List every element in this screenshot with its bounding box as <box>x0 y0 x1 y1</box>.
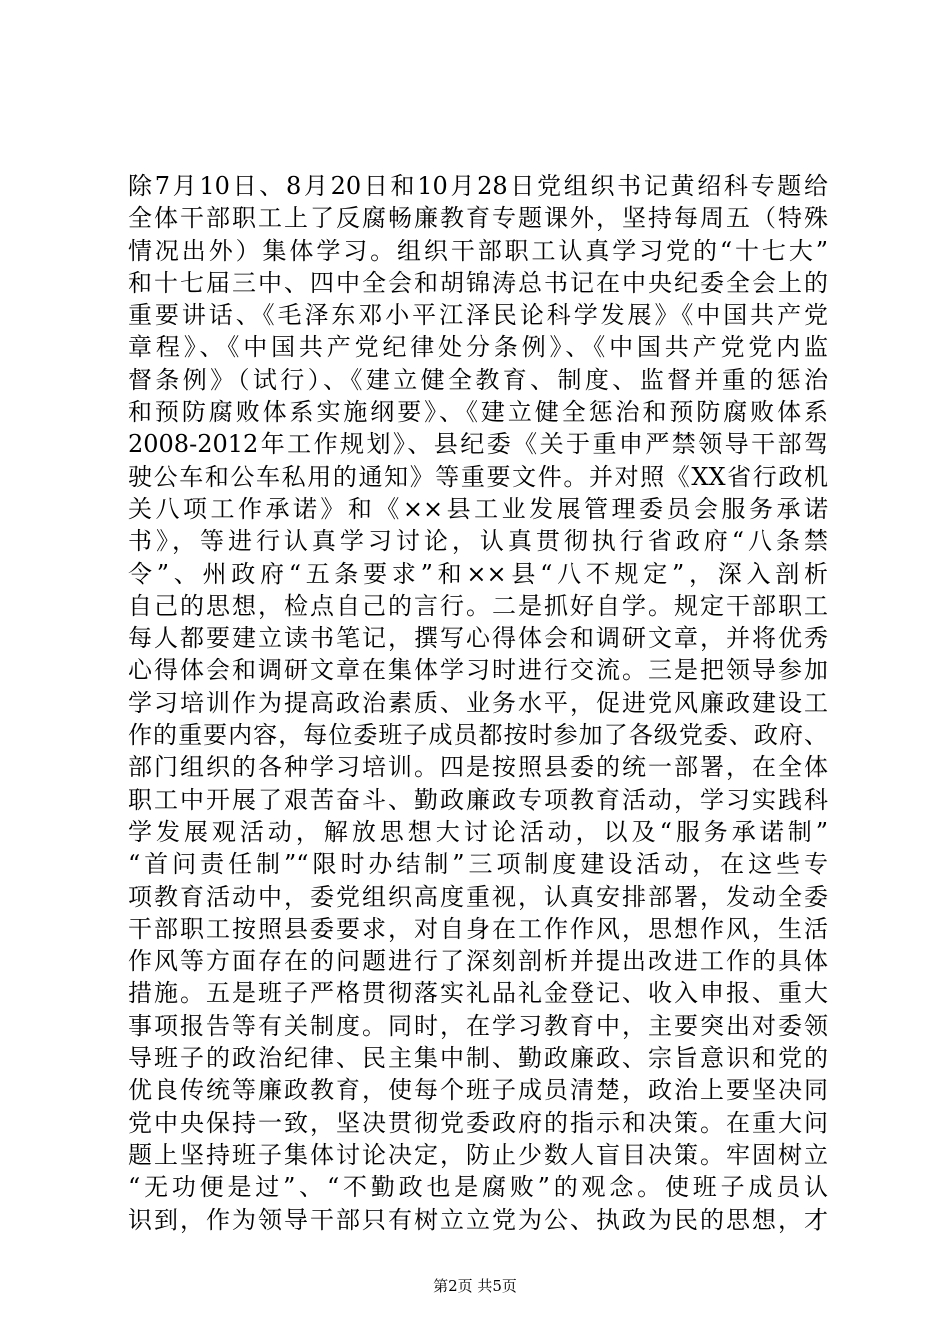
text-line: 书》，等进行认真学习讨论，认真贯彻执行省政府“八条禁 <box>128 527 828 556</box>
text-line: 项教育活动中，委党组织高度重视，认真安排部署，发动全委 <box>128 882 828 911</box>
text-line: 事项报告等有关制度。同时，在学习教育中，主要突出对委领 <box>128 1011 828 1040</box>
text-line: 作的重要内容，每位委班子成员都按时参加了各级党委、政府、 <box>128 721 828 750</box>
text-line: 党中央保持一致，坚决贯彻党委政府的指示和决策。在重大问 <box>128 1108 828 1137</box>
text-line: 学发展观活动，解放思想大讨论活动，以及“服务承诺制” <box>128 817 828 846</box>
text-line: 识到，作为领导干部只有树立立党为公、执政为民的思想，才 <box>128 1205 828 1234</box>
text-line: 作风等方面存在的问题进行了深刻剖析并提出改进工作的具体 <box>128 947 828 976</box>
body-text <box>128 170 828 1236</box>
text-line: 重要讲话、《毛泽东邓小平江泽民论科学发展》《中国共产党 <box>128 301 828 330</box>
text-line: 心得体会和调研文章在集体学习时进行交流。三是把领导参加 <box>128 656 828 685</box>
text-line: 导班子的政治纪律、民主集中制、勤政廉政、宗旨意识和党的 <box>128 1044 828 1073</box>
text-line: 除7月10日、8月20日和10月28日党组织书记黄绍科专题给 <box>128 172 828 200</box>
text-line: 职工中开展了艰苦奋斗、勤政廉政专项教育活动，学习实践科 <box>128 785 828 814</box>
text-line: 题上坚持班子集体讨论决定，防止少数人盲目决策。牢固树立 <box>128 1140 828 1169</box>
text-line: 优良传统等廉政教育，使每个班子成员清楚，政治上要坚决同 <box>128 1076 828 1105</box>
text-line: 和预防腐败体系实施纲要》、《建立健全惩治和预防腐败体系 <box>128 398 828 427</box>
text-line: 令”、州政府“五条要求”和××县“八不规定”，深入剖析 <box>128 559 828 588</box>
text-line: “无功便是过”、“不勤政也是腐败”的观念。使班子成员认 <box>128 1173 828 1202</box>
text-line: 措施。五是班子严格贯彻落实礼品礼金登记、收入申报、重大 <box>128 979 828 1008</box>
text-line: 每人都要建立读书笔记，撰写心得体会和调研文章，并将优秀 <box>128 624 828 653</box>
text-line: 和十七届三中、四中全会和胡锦涛总书记在中央纪委全会上的 <box>128 268 828 297</box>
text-line: 2008-2012年工作规划》、县纪委《关于重申严禁领导干部驾 <box>128 430 828 459</box>
text-line: 部门组织的各种学习培训。四是按照县委的统一部署，在全体 <box>128 753 828 782</box>
text-line: 情况出外）集体学习。组织干部职工认真学习党的“十七大” <box>128 236 828 265</box>
text-line: 自己的思想，检点自己的言行。二是抓好自学。规定干部职工 <box>128 591 828 620</box>
text-line: 章程》、《中国共产党纪律处分条例》、《中国共产党党内监 <box>128 333 828 362</box>
text-line: 关八项工作承诺》和《××县工业发展管理委员会服务承诺 <box>128 494 828 523</box>
text-line: “首问责任制”“限时办结制”三项制度建设活动，在这些专 <box>128 850 828 879</box>
text-line: 驶公车和公车私用的通知》等重要文件。并对照《XX省行政机 <box>128 462 828 491</box>
text-line: 干部职工按照县委要求，对自身在工作作风，思想作风，生活 <box>128 914 828 943</box>
text-line: 学习培训作为提高政治素质、业务水平，促进党风廉政建设工 <box>128 688 828 717</box>
page-footer: 第2页 共5页 <box>433 1277 517 1295</box>
text-line: 全体干部职工上了反腐畅廉教育专题课外，坚持每周五（特殊 <box>128 204 828 233</box>
text-line: 督条例》（试行）、《建立健全教育、制度、监督并重的惩治 <box>128 365 828 394</box>
